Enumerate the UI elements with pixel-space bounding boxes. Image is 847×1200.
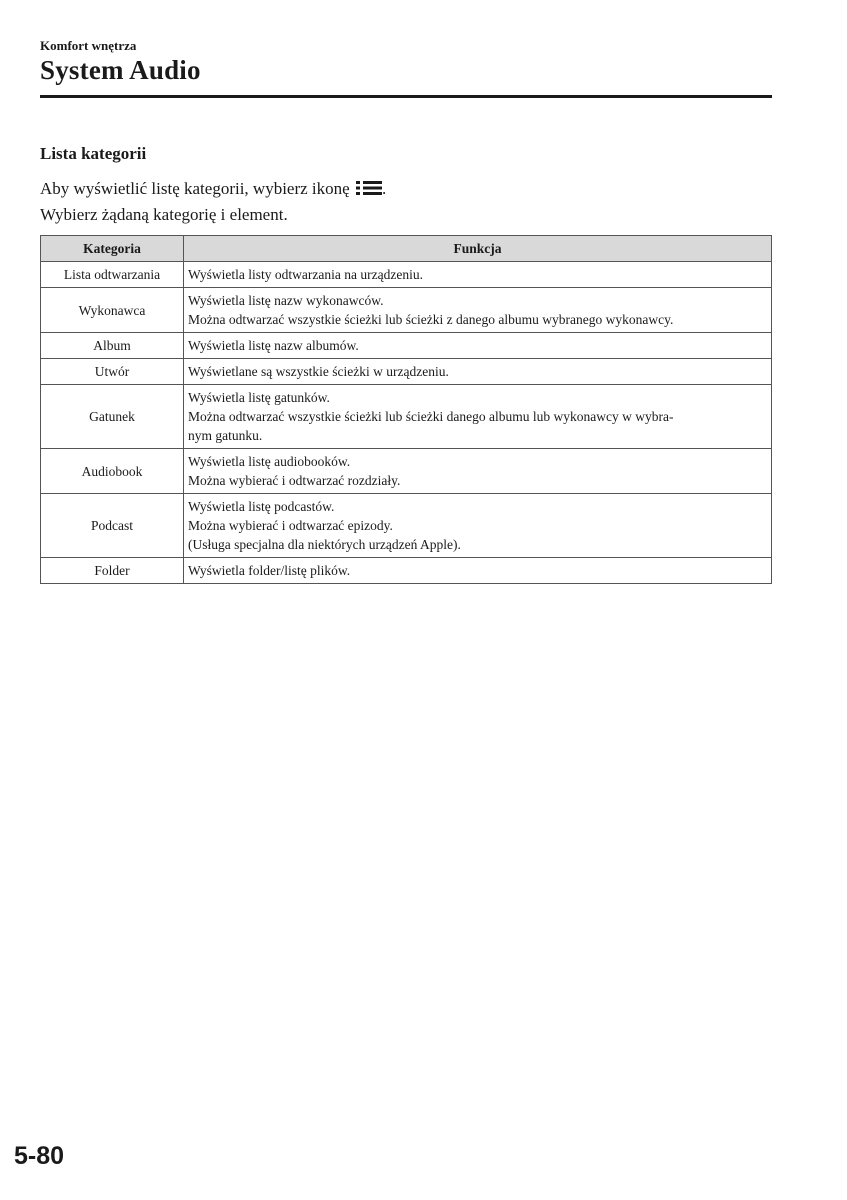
title-divider (40, 95, 772, 98)
table-row (41, 449, 772, 494)
function-line: Wyświetla listę nazw wykonawców. (188, 293, 384, 308)
function-line: Wyświetlane są wszystkie ścieżki w urządzeniu. (188, 364, 449, 379)
category-cell: Gatunek (41, 385, 184, 449)
intro-text (40, 177, 386, 227)
function-cell (184, 385, 772, 449)
function-line: Wyświetla folder/listę plików. (188, 563, 351, 578)
function-cell (184, 494, 772, 558)
function-line: Można wybierać i odtwarzać epizody. (188, 518, 393, 533)
category-cell: Folder (41, 558, 184, 584)
table-row (41, 494, 772, 558)
function-cell (184, 288, 772, 333)
category-cell: Lista odtwarzania (41, 262, 184, 288)
function-line: Wyświetla listy odtwarzania na urządzeniu. (188, 267, 423, 282)
function-cell (184, 558, 772, 584)
function-cell (184, 359, 772, 385)
intro-line-1 (40, 177, 386, 203)
intro-line-1-text: Aby wyświetlić listę kategorii, wybierz ikonę (40, 179, 350, 198)
category-table (40, 235, 772, 584)
table-body (41, 262, 772, 584)
function-line: Można odtwarzać wszystkie ścieżki lub ścieżki z danego albumu wybranego wykonawcy. (188, 312, 674, 327)
category-cell: Audiobook (41, 449, 184, 494)
table-row (41, 288, 772, 333)
table-row (41, 385, 772, 449)
category-cell: Wykonawca (41, 288, 184, 333)
table-row (41, 262, 772, 288)
category-cell: Podcast (41, 494, 184, 558)
function-line: nym gatunku. (188, 428, 263, 443)
table-header-row (41, 236, 772, 262)
table-row (41, 558, 772, 584)
table-row (41, 359, 772, 385)
function-cell (184, 262, 772, 288)
function-line: Można wybierać i odtwarzać rozdziały. (188, 473, 401, 488)
header-function: Funkcja (184, 236, 772, 262)
category-cell: Album (41, 333, 184, 359)
table-row (41, 333, 772, 359)
subheading: Lista kategorii (40, 144, 147, 163)
function-line: Wyświetla listę audiobooków. (188, 454, 351, 469)
page-number: 5-80 (14, 1142, 65, 1170)
header-category: Kategoria (41, 236, 184, 262)
function-line: Wyświetla listę nazw albumów. (188, 338, 359, 353)
intro-line-1-end: . (381, 179, 387, 198)
function-cell (184, 333, 772, 359)
function-cell (184, 449, 772, 494)
category-cell: Utwór (41, 359, 184, 385)
list-icon (356, 179, 382, 203)
section-label: Komfort wnętrza (40, 38, 137, 53)
intro-line-2: Wybierz żądaną kategorię i element. (40, 205, 288, 224)
page-title: System Audio (40, 55, 201, 85)
function-line: Wyświetla listę podcastów. (188, 499, 335, 514)
function-line: (Usługa specjalna dla niektórych urządzeń Apple). (188, 537, 461, 552)
function-line: Można odtwarzać wszystkie ścieżki lub ścieżki danego albumu lub wykonawcy w wybra- (188, 409, 674, 424)
function-line: Wyświetla listę gatunków. (188, 390, 330, 405)
